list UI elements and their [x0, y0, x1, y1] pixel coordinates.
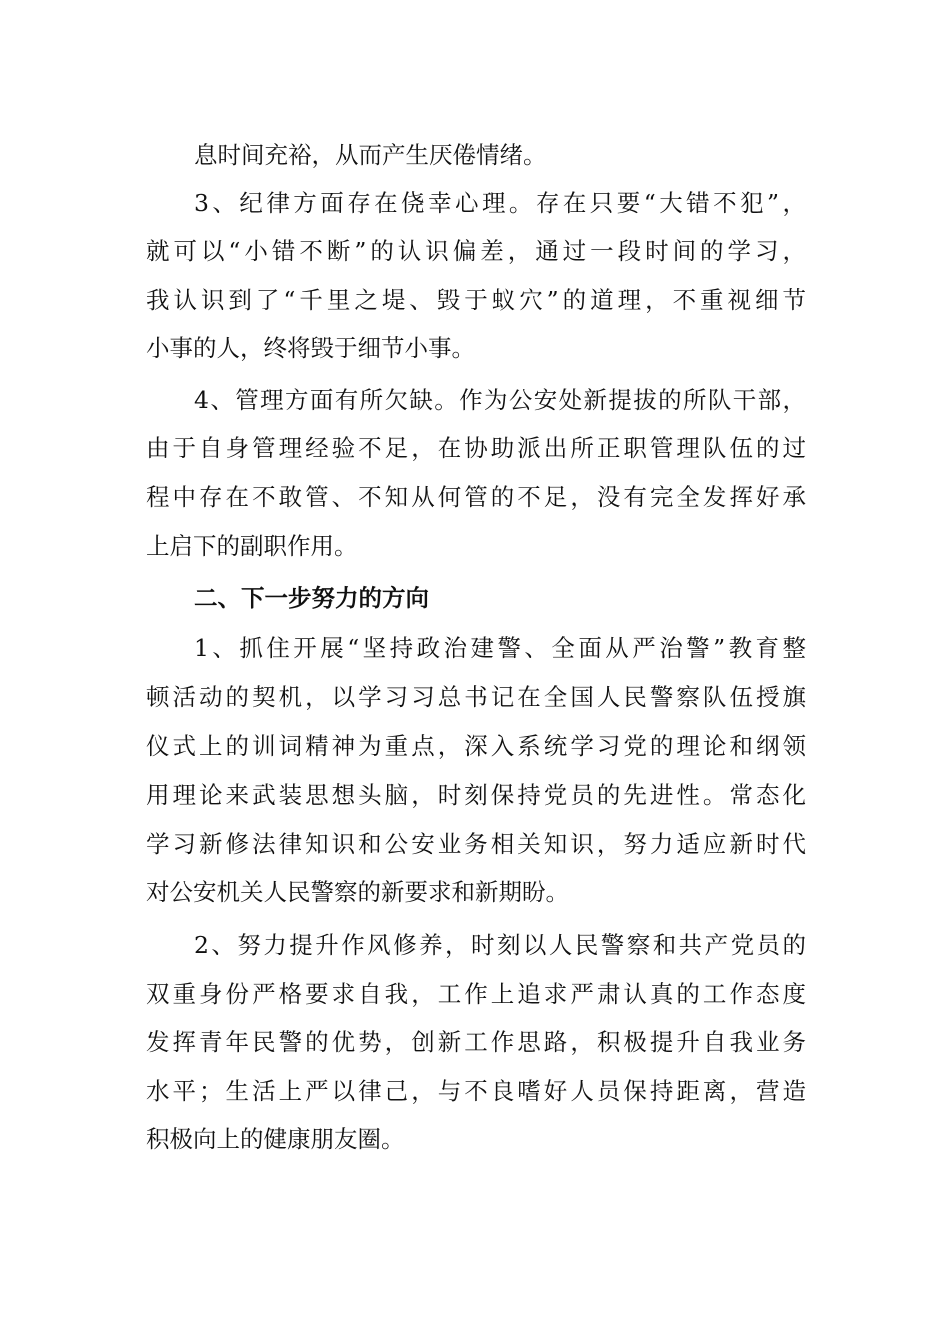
paragraph-line: 2、努力提升作风修养，时刻以人民警察和共产党员的 [194, 931, 806, 959]
paragraph-line: 上启下的副职作用。 [146, 532, 358, 560]
paragraph-line: 仪式上的训词精神为重点，深入系统学习党的理论和纲领 [146, 732, 806, 760]
paragraph-line: 对公安机关人民警察的新要求和新期盼。 [146, 878, 569, 906]
paragraph-line: 由于自身管理经验不足，在协助派出所正职管理队伍的过 [146, 434, 806, 462]
paragraph-line: 1、抓住开展“坚持政治建警、全面从严治警”教育整 [194, 634, 806, 662]
paragraph-line: 用理论来武装思想头脑，时刻保持党员的先进性。常态化 [146, 781, 806, 809]
paragraph-line: 双重身份严格要求自我，工作上追求严肃认真的工作态度 [146, 980, 806, 1008]
paragraph-line: 4、管理方面有所欠缺。作为公安处新提拔的所队干部， [194, 386, 806, 414]
section-heading: 二、下一步努力的方向 [194, 584, 429, 612]
paragraph-line: 我认识到了“千里之堤、毁于蚁穴”的道理，不重视细节 [146, 286, 806, 314]
paragraph-line: 息时间充裕，从而产生厌倦情绪。 [194, 141, 547, 169]
paragraph-line: 顿活动的契机，以学习习总书记在全国人民警察队伍授旗 [146, 683, 806, 711]
paragraph-line: 水平；生活上严以律己，与不良嗜好人员保持距离，营造 [146, 1077, 806, 1105]
paragraph-line: 积极向上的健康朋友圈。 [146, 1125, 405, 1153]
paragraph-line: 发挥青年民警的优势，创新工作思路，积极提升自我业务 [146, 1028, 806, 1056]
paragraph-line: 小事的人，终将毁于细节小事。 [146, 334, 475, 362]
paragraph-line: 就可以“小错不断”的认识偏差，通过一段时间的学习， [146, 237, 806, 265]
paragraph-line: 学习新修法律知识和公安业务相关知识，努力适应新时代 [146, 830, 806, 858]
paragraph-line: 程中存在不敢管、不知从何管的不足，没有完全发挥好承 [146, 483, 806, 511]
paragraph-line: 3、纪律方面存在侥幸心理。存在只要“大错不犯”， [194, 189, 806, 217]
